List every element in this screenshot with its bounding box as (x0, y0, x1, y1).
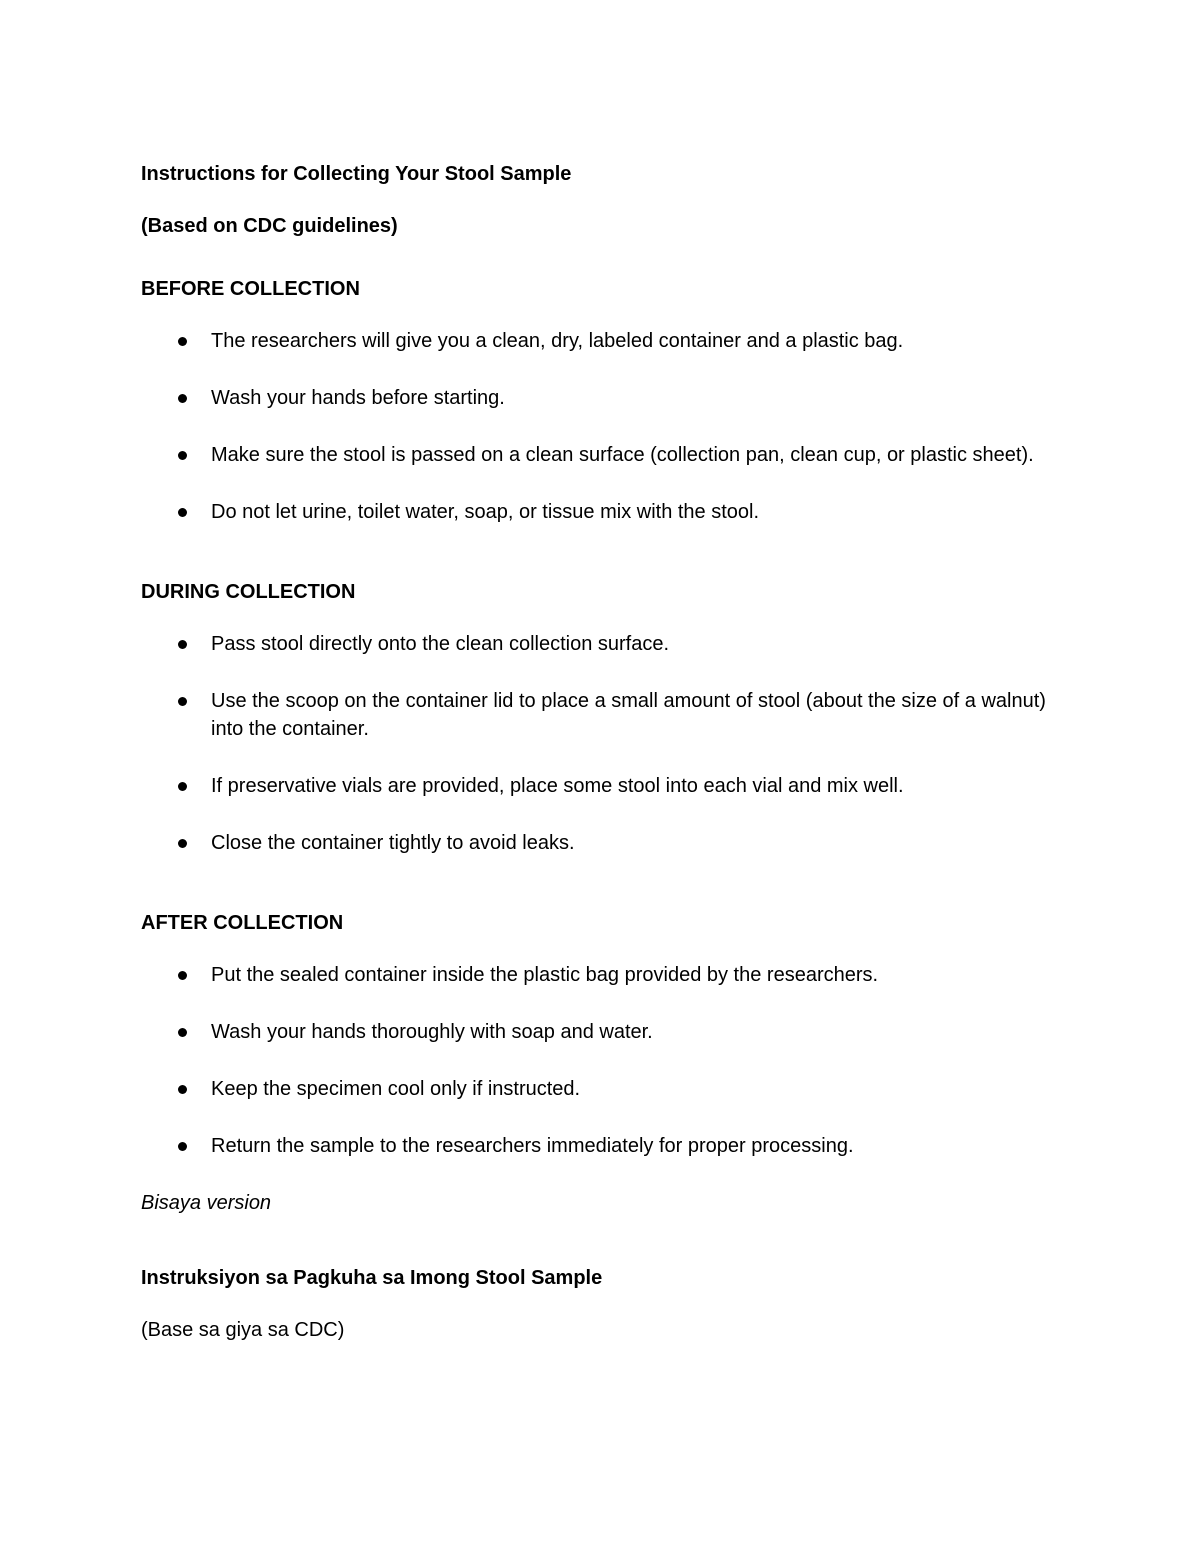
list-item (141, 1132, 1061, 1160)
bisaya-title: Instruksiyon sa Pagkuha sa Imong Stool Sample (141, 1267, 603, 1289)
list-item-text: Do not let urine, toilet water, soap, or tissue mix with the stool. (211, 501, 760, 523)
list-item (141, 327, 1061, 355)
list-item-text: Put the sealed container inside the plastic bag provided by the researchers. (211, 964, 879, 986)
list-item-text: Keep the specimen cool only if instructed. (211, 1078, 581, 1100)
list-item (141, 630, 1061, 658)
bullet-icon (178, 1085, 187, 1094)
list-item-text: Return the sample to the researchers immediately for proper processing. (211, 1135, 854, 1157)
list-item (141, 441, 1061, 469)
list-item (141, 498, 1061, 526)
during-collection-list (141, 630, 1061, 857)
bullet-icon (178, 839, 187, 848)
document-body (141, 160, 1061, 1344)
list-item (141, 961, 1061, 989)
bullet-icon (178, 782, 187, 791)
bullet-icon (178, 640, 187, 649)
before-collection-list (141, 327, 1061, 526)
list-item-text: Wash your hands before starting. (211, 387, 505, 409)
list-item (141, 1018, 1061, 1046)
bisaya-subtitle: (Base sa giya sa CDC) (141, 1319, 345, 1341)
list-item (141, 1075, 1061, 1103)
section-heading-during: DURING COLLECTION (141, 581, 356, 603)
list-item-text: Use the scoop on the container lid to place a small amount of stool (about the size of a walnut) into the container. (211, 690, 1046, 740)
bullet-icon (178, 508, 187, 517)
section-spacer (141, 886, 1061, 909)
bullet-icon (178, 1028, 187, 1037)
bullet-icon (178, 697, 187, 706)
list-item-text: Make sure the stool is passed on a clean surface (collection pan, clean cup, or plastic sheet). (211, 444, 1034, 466)
after-collection-list (141, 961, 1061, 1160)
list-item-text: If preservative vials are provided, place some stool into each vial and mix well. (211, 775, 904, 797)
list-item (141, 687, 1061, 743)
list-item (141, 384, 1061, 412)
bullet-icon (178, 394, 187, 403)
bullet-icon (178, 337, 187, 346)
list-item-text: The researchers will give you a clean, dry, labeled container and a plastic bag. (211, 330, 904, 352)
bullet-icon (178, 1142, 187, 1151)
bullet-icon (178, 451, 187, 460)
section-heading-after: AFTER COLLECTION (141, 912, 344, 934)
section-heading-before: BEFORE COLLECTION (141, 278, 360, 300)
list-item-text: Pass stool directly onto the clean collection surface. (211, 633, 670, 655)
list-item (141, 772, 1061, 800)
list-item-text: Close the container tightly to avoid leaks. (211, 832, 575, 854)
bullet-icon (178, 971, 187, 980)
section-spacer (141, 555, 1061, 578)
list-item-text: Wash your hands thoroughly with soap and water. (211, 1021, 653, 1043)
list-item (141, 829, 1061, 857)
bisaya-version-note: Bisaya version (141, 1192, 272, 1214)
document-title: Instructions for Collecting Your Stool Sample (141, 163, 572, 185)
document-subtitle: (Based on CDC guidelines) (141, 215, 398, 237)
